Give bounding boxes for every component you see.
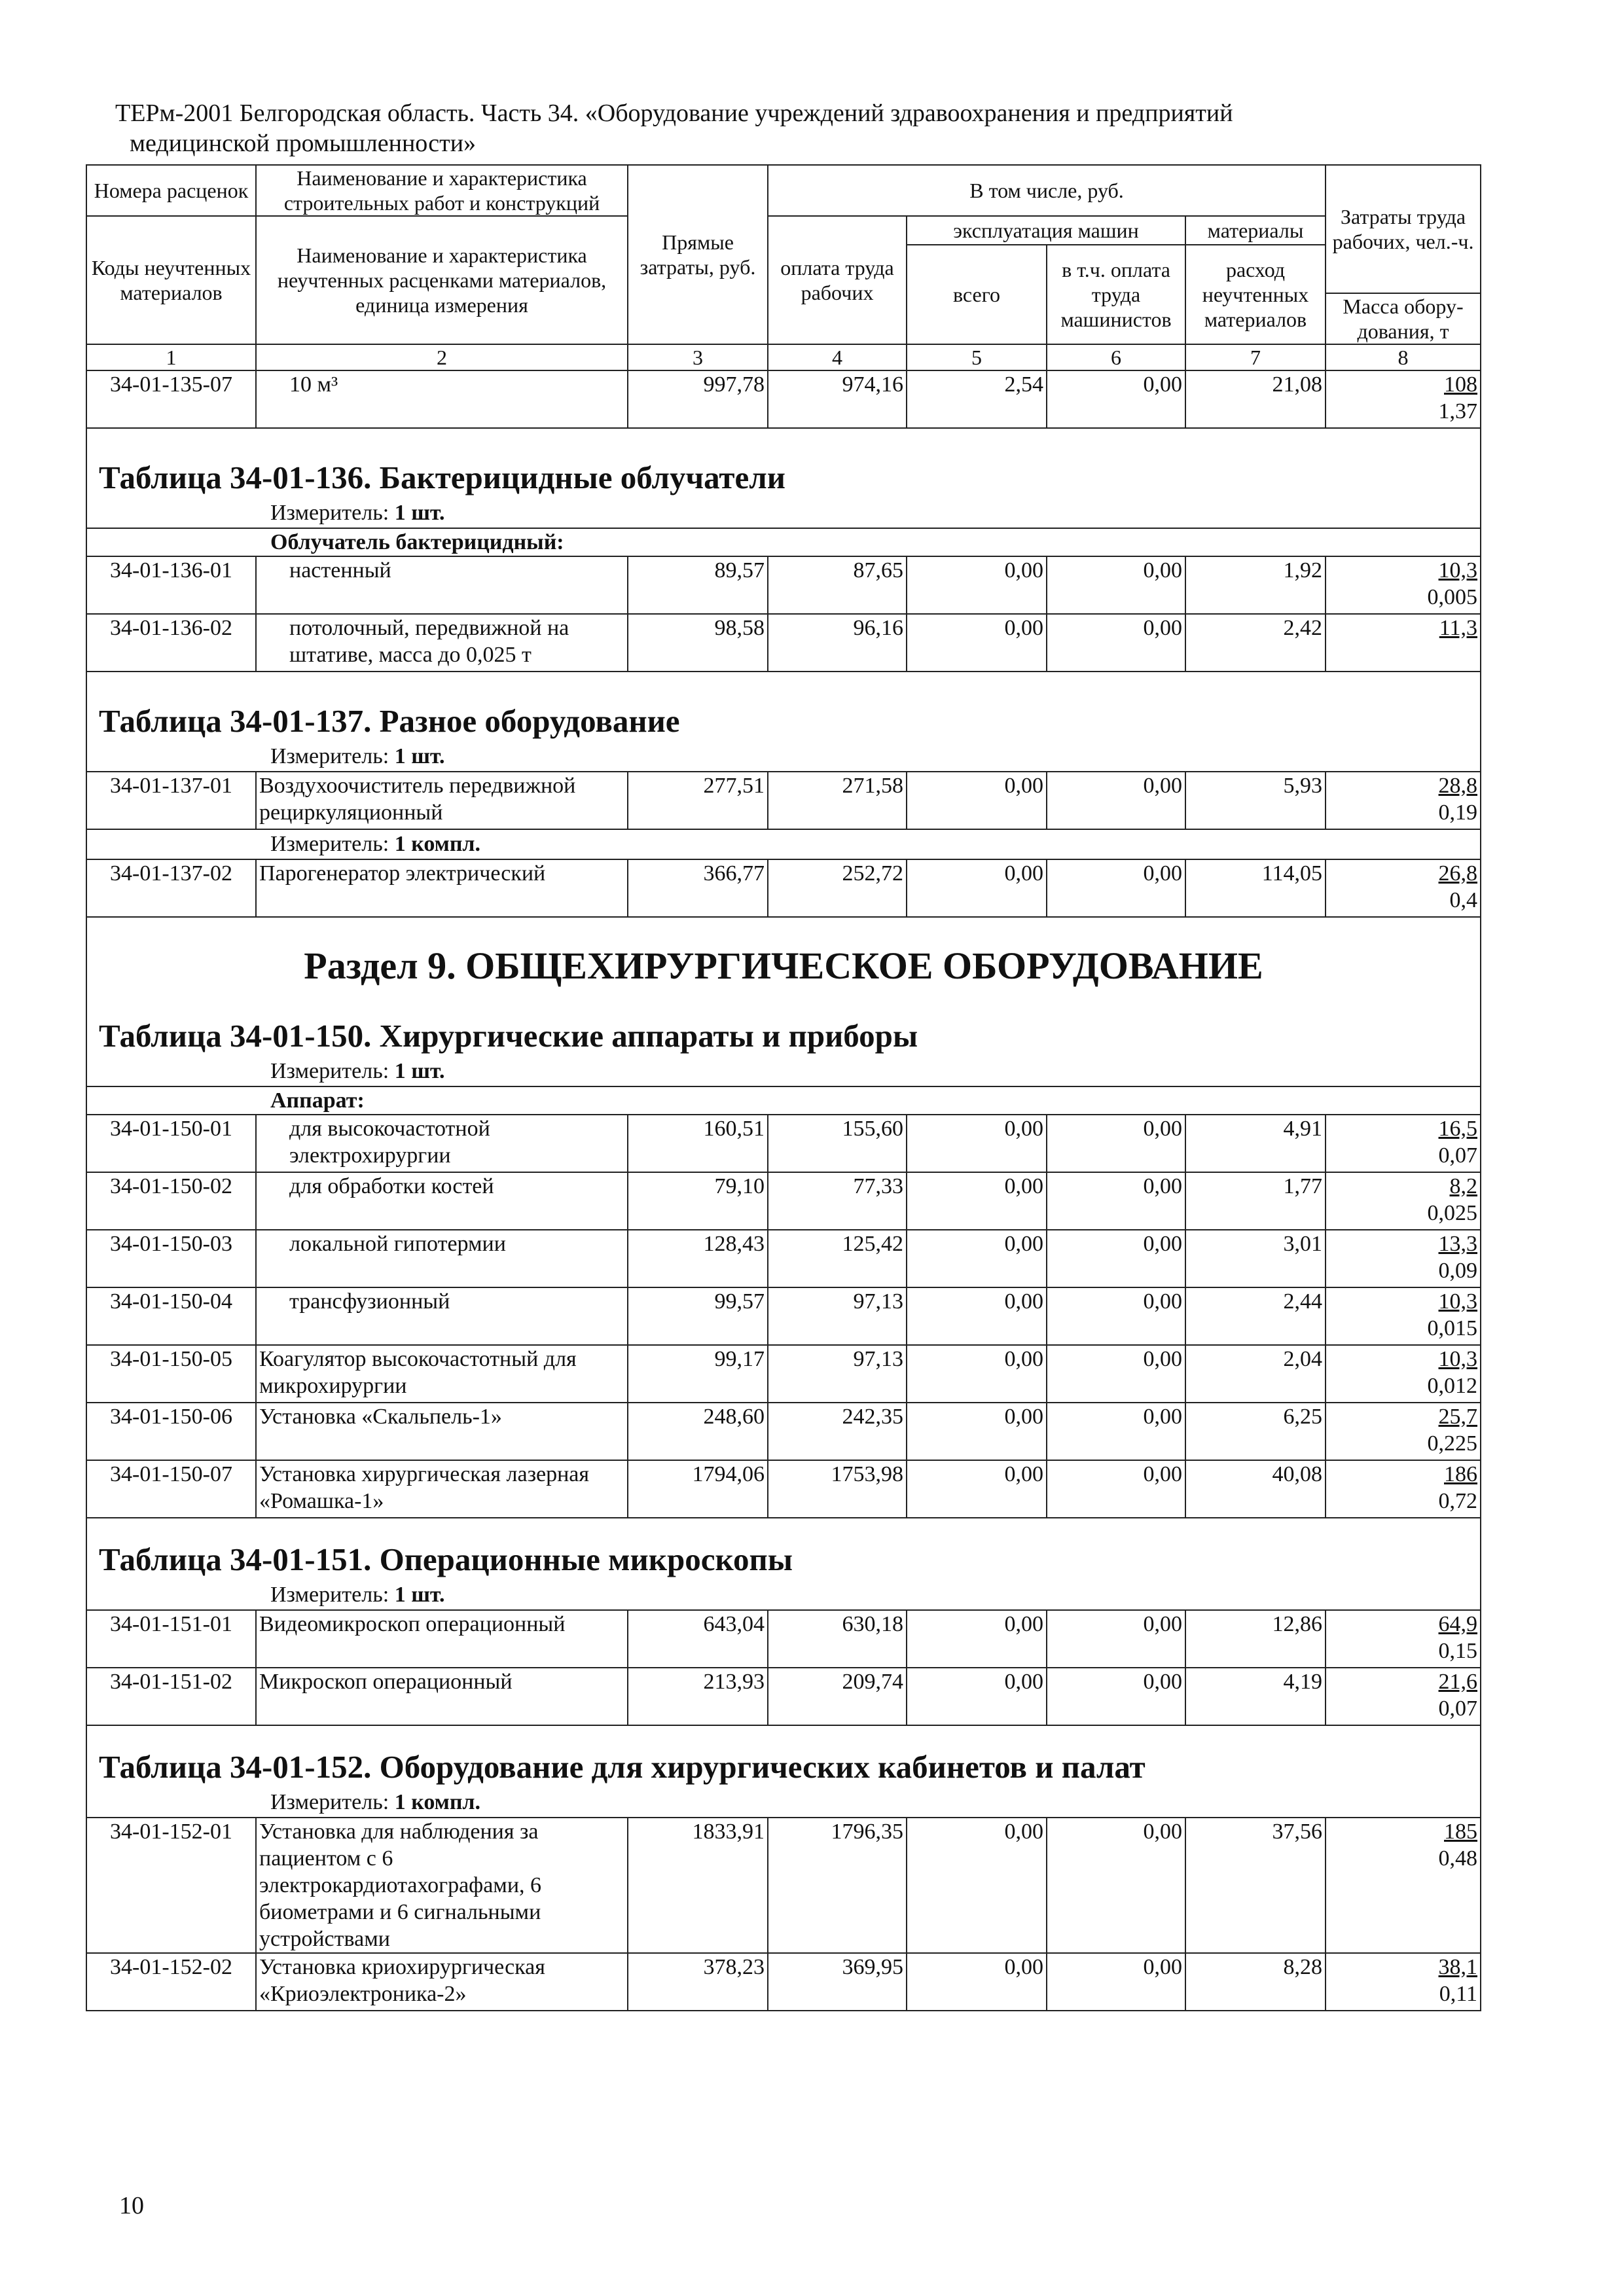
table-row [86, 556, 1481, 614]
table-row [86, 1345, 1481, 1403]
labor-wages: 1753,98 [768, 1460, 907, 1518]
rate-name: 10 м³ [256, 370, 628, 428]
materials-cost: 40,08 [1185, 1460, 1326, 1518]
rate-code: 34-01-150-01 [86, 1115, 256, 1172]
operators-wages: 0,00 [1047, 1172, 1185, 1230]
rate-code: 34-01-136-01 [86, 556, 256, 614]
labor-mass-cell [1326, 772, 1481, 829]
rate-code: 34-01-150-02 [86, 1172, 256, 1230]
materials-cost: 37,56 [1185, 1818, 1326, 1953]
rate-code: 34-01-150-04 [86, 1287, 256, 1345]
materials-cost: 2,44 [1185, 1287, 1326, 1345]
materials-cost: 12,86 [1185, 1610, 1326, 1668]
header-line-1: ТЕРм-2001 Белгородская область. Часть 34. «Оборудование учреждений здравоохранения и предприятий [115, 99, 1233, 127]
materials-cost: 1,77 [1185, 1172, 1326, 1230]
materials-cost: 2,42 [1185, 614, 1326, 672]
labor-hours: 185 [1444, 1820, 1478, 1844]
machines-total: 0,00 [907, 1287, 1047, 1345]
spacer [86, 1518, 1481, 1540]
measure-value: 1 компл. [394, 1790, 481, 1814]
operators-wages: 0,00 [1047, 1953, 1185, 2011]
labor-wages: 252,72 [768, 859, 907, 917]
rate-name: Коагулятор высокочастотный для микрохирургии [256, 1345, 628, 1403]
machines-total: 0,00 [907, 1668, 1047, 1725]
materials-cost: 2,04 [1185, 1345, 1326, 1403]
labor-mass-cell [1326, 1403, 1481, 1460]
col-number: 5 [907, 344, 1047, 370]
group-row [86, 1086, 1481, 1115]
table-row [86, 1668, 1481, 1725]
labor-hours: 10,3 [1438, 1289, 1478, 1314]
table-title: Таблица 34-01-151. Операционные микроскопы [86, 1540, 1481, 1581]
materials-cost: 4,19 [1185, 1668, 1326, 1725]
table-body [86, 370, 1481, 2011]
direct-costs: 643,04 [628, 1610, 768, 1668]
rate-name: для высокочастотной электрохирургии [256, 1115, 628, 1172]
labor-mass-cell [1326, 1345, 1481, 1403]
rate-name: Установка криохирургическая «Криоэлектроника-2» [256, 1953, 628, 2011]
table-row [86, 859, 1481, 917]
operators-wages: 0,00 [1047, 1668, 1185, 1725]
table-row [86, 1460, 1481, 1518]
table-title-row [86, 1540, 1481, 1581]
materials-cost: 4,91 [1185, 1115, 1326, 1172]
labor-hours: 10,3 [1438, 558, 1478, 583]
materials-cost: 114,05 [1185, 859, 1326, 917]
equipment-mass: 0,005 [1427, 585, 1478, 609]
table-title: Таблица 34-01-150. Хирургические аппараты и приборы [86, 1016, 1481, 1057]
measure [86, 499, 1481, 528]
equipment-mass: 0,72 [1438, 1489, 1478, 1513]
equipment-mass: 0,4 [1449, 888, 1478, 912]
direct-costs: 98,58 [628, 614, 768, 672]
measure [86, 742, 1481, 772]
labor-hours: 25,7 [1438, 1405, 1478, 1429]
labor-wages: 209,74 [768, 1668, 907, 1725]
table-title: Таблица 34-01-136. Бактерицидные облучатели [86, 458, 1481, 499]
labor-wages: 369,95 [768, 1953, 907, 2011]
equipment-mass: 0,48 [1438, 1846, 1478, 1871]
rate-name: трансфузионный [256, 1287, 628, 1345]
measure-row [86, 499, 1481, 528]
materials-cost: 21,08 [1185, 370, 1326, 428]
rate-name: локальной гипотермии [256, 1230, 628, 1287]
table-row [86, 1172, 1481, 1230]
col-1-top: Номера расценок [86, 165, 256, 216]
table-row [86, 1287, 1481, 1345]
labor-wages: 155,60 [768, 1115, 907, 1172]
group-label: Облучатель бактерицидный: [86, 528, 1481, 556]
page-number: 10 [119, 2192, 144, 2219]
labor-hours: 8,2 [1449, 1174, 1478, 1198]
labor-hours: 28,8 [1438, 774, 1478, 798]
rate-name: потолочный, передвижной на штативе, масса до 0,025 т [256, 614, 628, 672]
measure-value: 1 шт. [394, 501, 445, 525]
direct-costs: 378,23 [628, 1953, 768, 2011]
machines-total: 0,00 [907, 614, 1047, 672]
operators-wages: 0,00 [1047, 772, 1185, 829]
labor-hours: 16,5 [1438, 1117, 1478, 1141]
labor-wages: 97,13 [768, 1345, 907, 1403]
labor-wages: 974,16 [768, 370, 907, 428]
direct-costs: 997,78 [628, 370, 768, 428]
materials-cost: 3,01 [1185, 1230, 1326, 1287]
col-number: 2 [256, 344, 628, 370]
col-8-top: Затраты труда рабочих, чел.-ч. [1326, 165, 1481, 293]
machines-total: 0,00 [907, 859, 1047, 917]
measure-label: Измеритель: [270, 1583, 389, 1607]
operators-wages: 0,00 [1047, 1287, 1185, 1345]
equipment-mass: 1,37 [1438, 399, 1478, 423]
col-5: всего [907, 245, 1047, 344]
spacer [86, 428, 1481, 458]
measure-label: Измеритель: [270, 1059, 389, 1083]
table-header [86, 165, 1481, 370]
column-numbers-row [86, 344, 1481, 370]
labor-mass-cell [1326, 556, 1481, 614]
labor-wages: 77,33 [768, 1172, 907, 1230]
labor-hours: 108 [1444, 372, 1478, 397]
direct-costs: 1794,06 [628, 1460, 768, 1518]
labor-wages: 271,58 [768, 772, 907, 829]
spacer [86, 1725, 1481, 1748]
operators-wages: 0,00 [1047, 1403, 1185, 1460]
operators-wages: 0,00 [1047, 859, 1185, 917]
machines-total: 0,00 [907, 1610, 1047, 1668]
measure [86, 1057, 1481, 1086]
rates-table-frame [86, 164, 1480, 2011]
operators-wages: 0,00 [1047, 1818, 1185, 1953]
labor-hours: 10,3 [1438, 1347, 1478, 1371]
measure-value: 1 шт. [394, 744, 445, 768]
spacer-row [86, 990, 1481, 1016]
rates-table [86, 164, 1481, 2011]
rate-code: 34-01-150-05 [86, 1345, 256, 1403]
table-row [86, 1115, 1481, 1172]
labor-mass-cell [1326, 370, 1481, 428]
machines-total: 0,00 [907, 1403, 1047, 1460]
col-number: 1 [86, 344, 256, 370]
machines-total: 2,54 [907, 370, 1047, 428]
spacer-row [86, 917, 1481, 942]
measure-value: 1 компл. [394, 832, 481, 856]
table-row [86, 1230, 1481, 1287]
rate-code: 34-01-150-03 [86, 1230, 256, 1287]
col-2-bottom: Наименование и характеристика неучтенных расценками материалов, единица измерения [256, 216, 628, 344]
rate-name: настенный [256, 556, 628, 614]
section-title: Раздел 9. ОБЩЕХИРУРГИЧЕСКОЕ ОБОРУДОВАНИЕ [86, 942, 1481, 990]
labor-mass-cell [1326, 1460, 1481, 1518]
machines-total: 0,00 [907, 772, 1047, 829]
labor-mass-cell [1326, 1172, 1481, 1230]
spacer-row [86, 672, 1481, 702]
measure [86, 1788, 1481, 1818]
rate-name: Установка «Скальпель-1» [256, 1403, 628, 1460]
direct-costs: 366,77 [628, 859, 768, 917]
labor-hours: 21,6 [1438, 1670, 1478, 1694]
header-line-2: медицинской промышленности» [130, 130, 477, 157]
equipment-mass: 0,11 [1439, 1982, 1478, 2006]
direct-costs: 248,60 [628, 1403, 768, 1460]
table-row [86, 1818, 1481, 1953]
page-header [115, 98, 1464, 158]
operators-wages: 0,00 [1047, 1460, 1185, 1518]
labor-mass-cell [1326, 1115, 1481, 1172]
rate-code: 34-01-152-01 [86, 1818, 256, 1953]
rate-name: Парогенератор электрический [256, 859, 628, 917]
measure-label: Измеритель: [270, 832, 389, 856]
direct-costs: 99,17 [628, 1345, 768, 1403]
operators-wages: 0,00 [1047, 556, 1185, 614]
col-1-bottom: Коды неучтенных материалов [86, 216, 256, 344]
col-4: оплата труда рабочих [768, 216, 907, 344]
spacer [86, 672, 1481, 702]
machines-total: 0,00 [907, 1460, 1047, 1518]
rate-code: 34-01-135-07 [86, 370, 256, 428]
labor-hours: 11,3 [1439, 616, 1478, 640]
rate-name: для обработки костей [256, 1172, 628, 1230]
machines-total: 0,00 [907, 1345, 1047, 1403]
direct-costs: 128,43 [628, 1230, 768, 1287]
table-row [86, 1953, 1481, 2011]
rate-code: 34-01-151-02 [86, 1668, 256, 1725]
machines-total: 0,00 [907, 1172, 1047, 1230]
col-materials: материалы [1185, 216, 1326, 245]
rate-code: 34-01-151-01 [86, 1610, 256, 1668]
materials-cost: 1,92 [1185, 556, 1326, 614]
equipment-mass: 0,012 [1427, 1374, 1478, 1398]
rate-code: 34-01-137-02 [86, 859, 256, 917]
rate-code: 34-01-152-02 [86, 1953, 256, 2011]
measure-row [86, 1581, 1481, 1610]
labor-mass-cell [1326, 614, 1481, 672]
labor-mass-cell [1326, 859, 1481, 917]
col-7: расход неучтенных материалов [1185, 245, 1326, 344]
measure-value: 1 шт. [394, 1059, 445, 1083]
col-included: В том числе, руб. [768, 165, 1326, 216]
table-title: Таблица 34-01-152. Оборудование для хирургических кабинетов и палат [86, 1748, 1481, 1788]
rate-code: 34-01-136-02 [86, 614, 256, 672]
labor-wages: 242,35 [768, 1403, 907, 1460]
measure-value: 1 шт. [394, 1583, 445, 1607]
spacer [86, 990, 1481, 1016]
equipment-mass: 0,19 [1438, 800, 1478, 825]
measure-label: Измеритель: [270, 501, 389, 525]
direct-costs: 79,10 [628, 1172, 768, 1230]
spacer-row [86, 1725, 1481, 1748]
col-number: 6 [1047, 344, 1185, 370]
materials-cost: 6,25 [1185, 1403, 1326, 1460]
direct-costs: 213,93 [628, 1668, 768, 1725]
machines-total: 0,00 [907, 1953, 1047, 2011]
labor-wages: 125,42 [768, 1230, 907, 1287]
rate-name: Микроскоп операционный [256, 1668, 628, 1725]
operators-wages: 0,00 [1047, 1345, 1185, 1403]
measure [86, 829, 1481, 859]
labor-wages: 97,13 [768, 1287, 907, 1345]
measure [86, 1581, 1481, 1610]
operators-wages: 0,00 [1047, 1115, 1185, 1172]
operators-wages: 0,00 [1047, 614, 1185, 672]
spacer-row [86, 1518, 1481, 1540]
col-8-bottom: Масса обору-дования, т [1326, 293, 1481, 344]
labor-hours: 186 [1444, 1462, 1478, 1486]
table-row [86, 614, 1481, 672]
labor-wages: 1796,35 [768, 1818, 907, 1953]
col-machines: эксплуатация машин [907, 216, 1185, 245]
labor-mass-cell [1326, 1668, 1481, 1725]
operators-wages: 0,00 [1047, 370, 1185, 428]
direct-costs: 1833,91 [628, 1818, 768, 1953]
labor-hours: 26,8 [1438, 861, 1478, 886]
col-number: 4 [768, 344, 907, 370]
table-title-row [86, 1016, 1481, 1057]
operators-wages: 0,00 [1047, 1610, 1185, 1668]
equipment-mass: 0,15 [1438, 1639, 1478, 1663]
measure-row [86, 1057, 1481, 1086]
equipment-mass: 0,015 [1427, 1316, 1478, 1340]
table-row [86, 1610, 1481, 1668]
direct-costs: 160,51 [628, 1115, 768, 1172]
materials-cost: 5,93 [1185, 772, 1326, 829]
rate-name: Установка хирургическая лазерная «Ромашка-1» [256, 1460, 628, 1518]
measure-row [86, 829, 1481, 859]
equipment-mass: 0,09 [1438, 1259, 1478, 1283]
group-row [86, 528, 1481, 556]
spacer [86, 917, 1481, 942]
rate-code: 34-01-137-01 [86, 772, 256, 829]
machines-total: 0,00 [907, 1230, 1047, 1287]
measure-label: Измеритель: [270, 1790, 389, 1814]
col-number: 3 [628, 344, 768, 370]
labor-hours: 64,9 [1438, 1612, 1478, 1636]
col-3: Прямые затраты, руб. [628, 165, 768, 344]
rate-name: Видеомикроскоп операционный [256, 1610, 628, 1668]
spacer-row [86, 428, 1481, 458]
equipment-mass: 0,025 [1427, 1201, 1478, 1225]
labor-mass-cell [1326, 1818, 1481, 1953]
group-label: Аппарат: [86, 1086, 1481, 1115]
labor-mass-cell [1326, 1230, 1481, 1287]
rate-name: Воздухоочиститель передвижной рециркуляционный [256, 772, 628, 829]
equipment-mass: 0,225 [1427, 1431, 1478, 1456]
col-number: 8 [1326, 344, 1481, 370]
labor-wages: 96,16 [768, 614, 907, 672]
equipment-mass: 0,07 [1438, 1696, 1478, 1721]
direct-costs: 89,57 [628, 556, 768, 614]
rate-code: 34-01-150-06 [86, 1403, 256, 1460]
labor-hours: 38,1 [1438, 1955, 1478, 1979]
labor-mass-cell [1326, 1610, 1481, 1668]
labor-wages: 87,65 [768, 556, 907, 614]
direct-costs: 99,57 [628, 1287, 768, 1345]
col-number: 7 [1185, 344, 1326, 370]
machines-total: 0,00 [907, 556, 1047, 614]
measure-label: Измеритель: [270, 744, 389, 768]
measure-row [86, 1788, 1481, 1818]
table-row [86, 1403, 1481, 1460]
measure-row [86, 742, 1481, 772]
col-6: в т.ч. оплата труда машинистов [1047, 245, 1185, 344]
operators-wages: 0,00 [1047, 1230, 1185, 1287]
rate-code: 34-01-150-07 [86, 1460, 256, 1518]
table-title-row [86, 702, 1481, 742]
labor-mass-cell [1326, 1953, 1481, 2011]
machines-total: 0,00 [907, 1818, 1047, 1953]
labor-wages: 630,18 [768, 1610, 907, 1668]
machines-total: 0,00 [907, 1115, 1047, 1172]
table-title-row [86, 1748, 1481, 1788]
labor-hours: 13,3 [1438, 1232, 1478, 1256]
table-row [86, 772, 1481, 829]
equipment-mass: 0,07 [1438, 1143, 1478, 1168]
direct-costs: 277,51 [628, 772, 768, 829]
table-title: Таблица 34-01-137. Разное оборудование [86, 702, 1481, 742]
table-title-row [86, 458, 1481, 499]
col-2-top: Наименование и характеристика строительных работ и конструкций [256, 165, 628, 216]
rate-name: Установка для наблюдения за пациентом с 6 электрокардиотахографами, 6 биометрами и 6 сигнальными устройствами [256, 1818, 628, 1953]
labor-mass-cell [1326, 1287, 1481, 1345]
materials-cost: 8,28 [1185, 1953, 1326, 2011]
table-row [86, 370, 1481, 428]
section-title-row [86, 942, 1481, 990]
